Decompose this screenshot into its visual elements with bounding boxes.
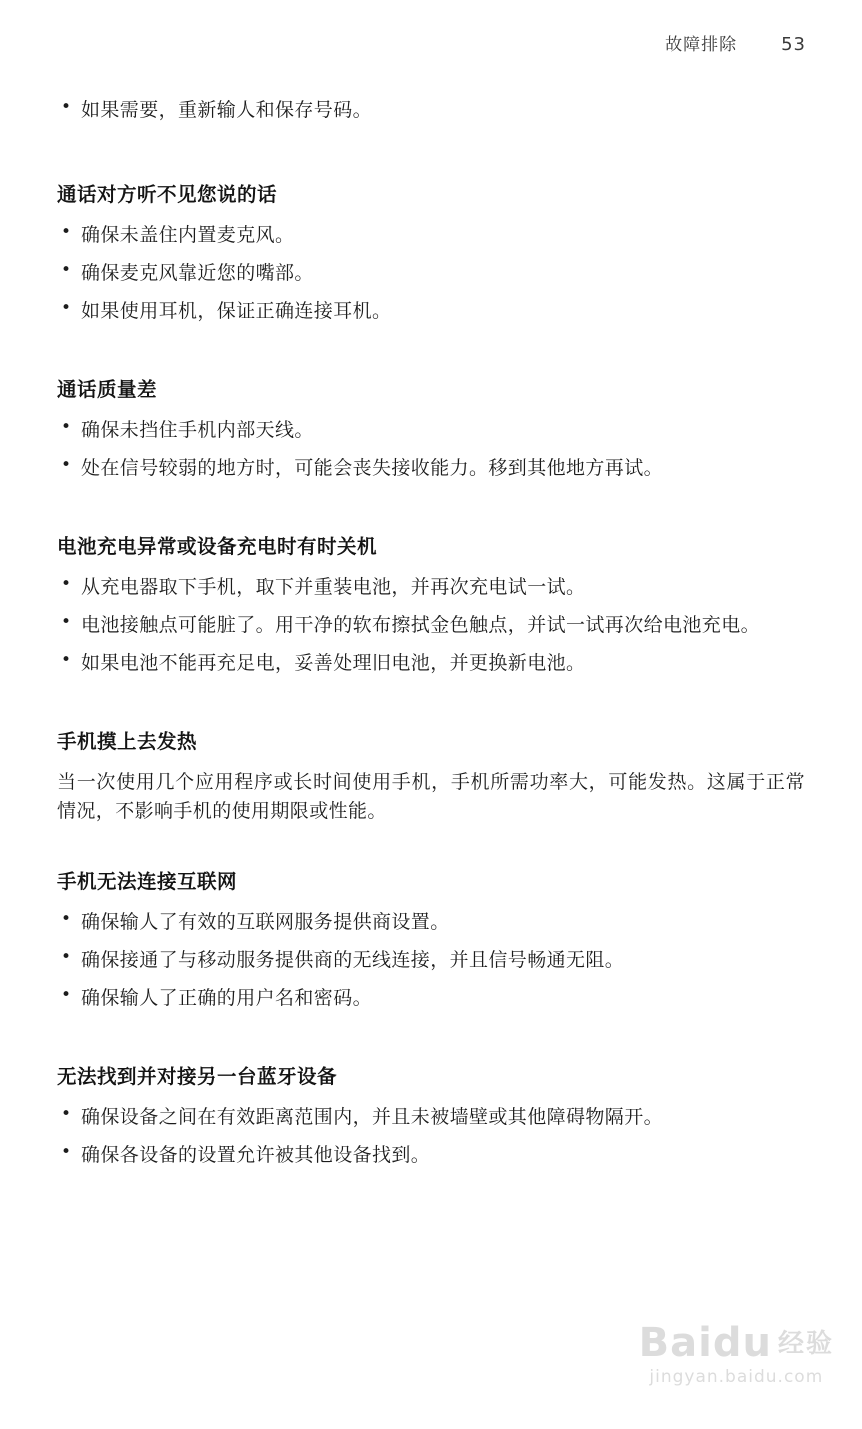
section-heading: 通话对方听不见您说的话 bbox=[57, 182, 278, 206]
section-heading: 手机无法连接互联网 bbox=[57, 869, 238, 893]
watermark-brand: Baidu bbox=[638, 1320, 772, 1366]
spacer bbox=[57, 134, 805, 180]
list-item: • 确保输人了正确的用户名和密码。 bbox=[57, 984, 805, 1013]
section-bullet-list bbox=[57, 416, 805, 483]
section-heading: 无法找到并对接另一台蓝牙设备 bbox=[57, 1064, 338, 1088]
section-internet-connection bbox=[57, 867, 805, 1013]
watermark-brand-cn: 经验 bbox=[777, 1329, 834, 1359]
list-item: • 如果电池不能再充足电，妥善处理旧电池，并更换新电池。 bbox=[57, 649, 805, 678]
watermark-url: jingyan.baidu.com bbox=[649, 1367, 824, 1387]
list-item: • 确保各设备的设置允许被其他设备找到。 bbox=[57, 1141, 805, 1170]
section-bullet-list bbox=[57, 1103, 805, 1170]
section-battery-charging bbox=[57, 532, 805, 678]
spacer bbox=[57, 492, 805, 532]
spacer bbox=[57, 335, 805, 375]
header-page-number: 53 bbox=[781, 34, 806, 55]
section-bullet-list bbox=[57, 221, 805, 326]
list-item: • 电池接触点可能脏了。用干净的软布擦拭金色触点，并试一试再次给电池充电。 bbox=[57, 611, 805, 640]
list-item: • 确保麦克风靠近您的嘴部。 bbox=[57, 259, 805, 288]
section-bullet-list bbox=[57, 908, 805, 1013]
spacer bbox=[57, 687, 805, 727]
spacer bbox=[57, 827, 805, 867]
list-item: • 如果使用耳机，保证正确连接耳机。 bbox=[57, 297, 805, 326]
page-header bbox=[665, 30, 806, 55]
page-content bbox=[57, 96, 805, 1179]
section-call-quality bbox=[57, 375, 805, 483]
section-call-audio bbox=[57, 180, 805, 326]
header-chapter-title: 故障排除 bbox=[665, 35, 738, 55]
watermark-main-text bbox=[638, 1320, 834, 1366]
list-item: • 确保设备之间在有效距离范围内，并且未被墙壁或其他障碍物隔开。 bbox=[57, 1103, 805, 1132]
list-item: • 确保输人了有效的互联网服务提供商设置。 bbox=[57, 908, 805, 937]
section-phone-heat bbox=[57, 727, 805, 827]
section-heading: 通话质量差 bbox=[57, 377, 158, 401]
intro-bullet-list bbox=[57, 96, 805, 125]
spacer bbox=[57, 1022, 805, 1062]
section-bullet-list bbox=[57, 573, 805, 678]
list-item: • 确保未挡住手机内部天线。 bbox=[57, 416, 805, 445]
section-paragraph: 当一次使用几个应用程序或长时间使用手机，手机所需功率大，可能发热。这属于正常情况，不影响手机的使用期限或性能。 bbox=[57, 770, 805, 823]
list-item: • 从充电器取下手机，取下并重装电池，并再次充电试一试。 bbox=[57, 573, 805, 602]
watermark bbox=[638, 1320, 834, 1387]
section-heading: 手机摸上去发热 bbox=[57, 729, 198, 753]
list-item: • 处在信号较弱的地方时，可能会丧失接收能力。移到其他地方再试。 bbox=[57, 454, 805, 483]
section-heading: 电池充电异常或设备充电时有时关机 bbox=[57, 534, 378, 558]
list-item: • 确保接通了与移动服务提供商的无线连接，并且信号畅通无阻。 bbox=[57, 946, 805, 975]
list-item: • 如果需要，重新输人和保存号码。 bbox=[57, 96, 805, 125]
section-bluetooth-pairing bbox=[57, 1062, 805, 1170]
list-item: • 确保未盖住内置麦克风。 bbox=[57, 221, 805, 250]
